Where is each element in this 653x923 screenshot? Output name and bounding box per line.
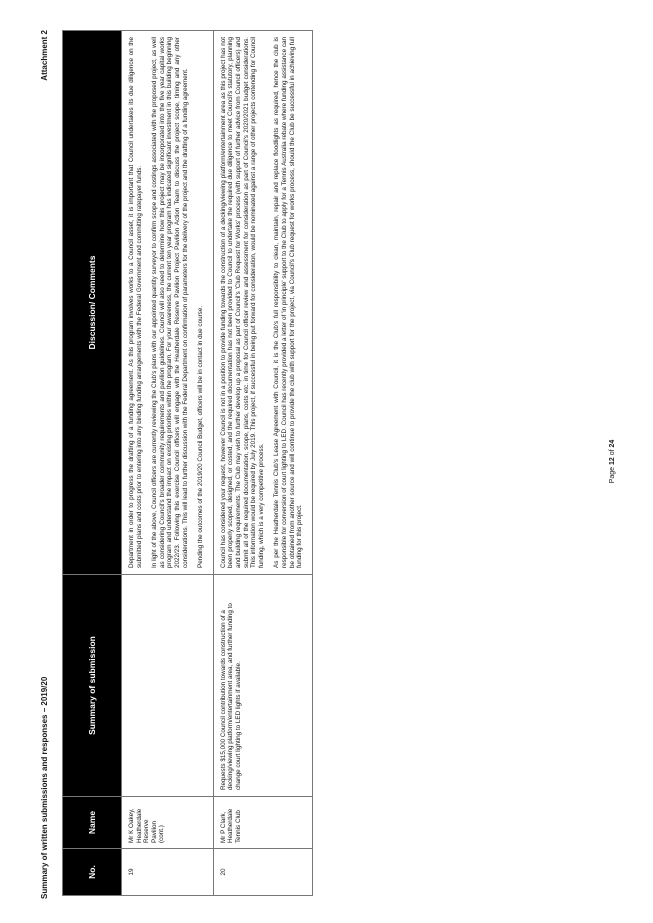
page-number: 12 bbox=[609, 457, 616, 466]
column-header-name: Name bbox=[63, 797, 122, 849]
page-prefix: Page bbox=[609, 465, 616, 484]
submissions-table bbox=[62, 30, 313, 896]
column-header-no: No. bbox=[63, 849, 122, 896]
discussion-comments bbox=[122, 31, 214, 575]
page-of: of bbox=[609, 447, 616, 458]
discussion-paragraph: Council has considered your request, however Council is not in a position to provide funding towards the construction of a decking/viewing platform/entertainment area as this project has not been properly scoped, designed, or costed, and the required documentation has not been provided to Council to undertake the required due diligence to meet Council's statutory, planning and building requirements. The Club may wish to further develop up a proposal as part of Council's 'Club Request for Works' process (with support of further advice from Council officers) and submit all of the required documentation, scope, plans, costs etc. in time for Council officer review and assessment for consideration as part of Council's 2020/2021 budget considerations. This information would be required by July 2019. This project, if successful in being put forward for consideration, would be nominated against a range of other projects contending for Council funding, which is a very competitive process. bbox=[219, 37, 265, 568]
submitter-name: Mr P Clark, Heatherdale Tennis Club bbox=[213, 797, 312, 849]
table-row bbox=[122, 31, 214, 896]
column-header-summary: Summary of submission bbox=[63, 575, 122, 797]
table-row bbox=[213, 31, 312, 896]
column-header-discussion: Discussion/ Comments bbox=[63, 31, 122, 575]
document-title: Summary of written submissions and responses – 2019/20 bbox=[40, 676, 49, 899]
discussion-paragraph: Pending the outcomes of the 2019/20 Council Budget, officers will be in contact in due course. bbox=[197, 305, 205, 568]
discussion-comments bbox=[213, 31, 312, 575]
row-number: 19 bbox=[122, 849, 214, 896]
attachment-label: Attachment 2 bbox=[40, 30, 49, 81]
row-number: 20 bbox=[213, 849, 312, 896]
page-footer bbox=[609, 0, 616, 923]
submitter-name: Mr K Oakey, Heatherdale Reserve Pavilion (cont.) bbox=[122, 797, 214, 849]
table-header-row bbox=[63, 31, 122, 896]
discussion-paragraph: As per the Heatherdale Tennis Club's Lease Agreement with Council, it is the Club's full responsibility to clean, maintain, repair and replace floodlights as required, hence the club is responsible for conversion of court lighting to LED. Council has recently provided a letter of 'in principle' support to the Club to apply for a Tennis Australia rebate where funding assistance can be obtained from another source and will continue to provide the club with support for the project, via Council's Club request for works process, should the Club be successful in achieving full funding for this project. bbox=[273, 37, 304, 568]
page-total: 24 bbox=[609, 439, 616, 448]
submission-summary: Requests $15,000 Council contribution towards construction of a decking/viewing platform/entertainment area, and further funding to change court lighting to LED lights if available. bbox=[213, 575, 312, 797]
discussion-paragraph: In light of the above, Council officers are currently reviewing the Club's plans with our appointed quantity surveyor to confirm scope and costings associated with the proposed project, as well as considering Council's broader community requirements and pavilion guidelines. Council will also need to determine how this project may be incorporated into the five year capital works program and understand the impact on existing priorities within the program. For your awareness, the current ten year program has indicated significant investment in this building beginning 2022/23. Following this exercise Council officers will engage with the Heatherdale Reserve Pavilion Project Pavilion Action Team to discuss the project scope, timing and any other considerations. This will lead to further discussion with the Federal Department on confirmation of parameters for the delivery of the project and the drafting of a funding agreement. bbox=[151, 37, 189, 568]
discussion-paragraph: Department in order to progress the drafting of a funding agreement. As this program involves works to a Council asset, it is important that Council undertakes its due diligence on the submitted plans and costs prior to entering into any binding funding arrangements with the Federal Government and committing ratepayer funds. bbox=[128, 37, 143, 568]
submission-summary bbox=[122, 575, 214, 797]
